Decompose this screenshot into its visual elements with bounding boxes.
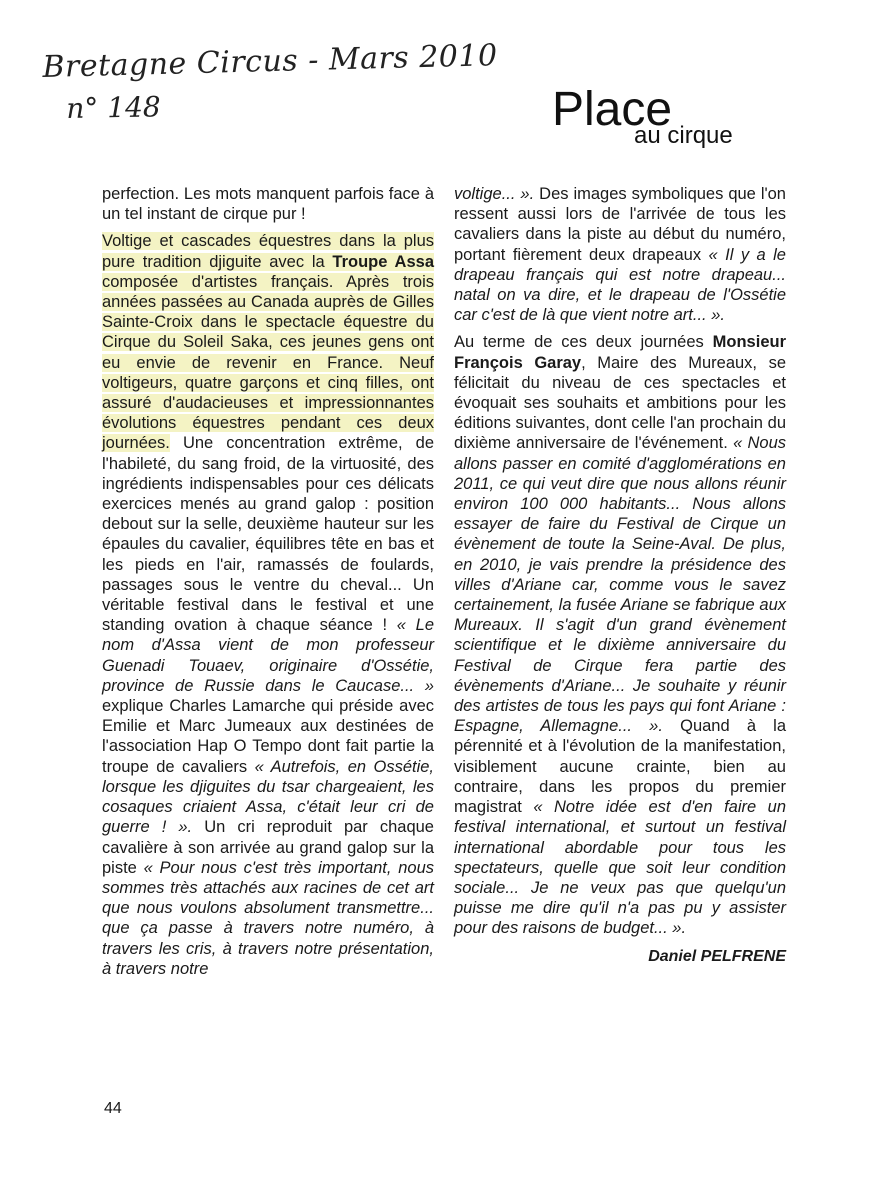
text-run: Voltige et cascades équestres dans la plus pure tradition djiguite avec la	[102, 232, 434, 271]
text-run: Au terme de ces deux journées	[454, 333, 713, 352]
paragraph	[102, 184, 434, 224]
author-signature: Daniel PELFRENE	[648, 947, 786, 965]
quote: « Il y a le drapeau français qui est notre drapeau... natal on va dire, et le drapeau de l'Ossétie car c'est de là que vient notre art... ».	[454, 245, 786, 325]
quote: « Nous allons passer en comité d'agglomérations en 2011, ce qui veut dire que nous allons réunir environ 100 000 habitants... Nous allons essayer de faire du Festival de Cirque un évènement de toute la Seine-Aval. De plus, en 2010, je vais prendre la présidence des villes d'Ariane car, comme vous le savez certainement, la fusée Ariane se fabrique aux Mureaux. Il s'agit d'un grand évènement scientifique et le dixième anniversaire du Festival de Cirque fera partie des évènements d'Ariane... Je souhaite y réunir des artistes de tous les pays qui font Ariane : Espagne, Allemagne... ».	[454, 434, 787, 736]
page-number: 44	[104, 1100, 122, 1117]
text-run: Des images symboliques que l'on ressent aussi lors de l'arrivée de tous les cavaliers dans la piste au début du numéro, portant fièrement deux drapeaux	[454, 185, 786, 264]
section-heading	[552, 83, 733, 149]
paragraph	[454, 184, 786, 325]
heading-sub: au cirque	[634, 122, 733, 149]
text-run: Une concentration extrême, de l'habileté, du sang froid, de la virtuosité, des ingrédients indispensables pour ces délicats exercices menés au grand galop : position debout sur la selle, deuxième hauteur sur les épaules du cavalier, équilibres tête en bas et les pieds en l'air, ramassés de foulards, passages sous le ventre du cheval... Un véritable festival dans le festival et une standing ovation à chaque séance !	[102, 434, 434, 635]
quote: voltige... ».	[454, 185, 535, 203]
article-column-right	[454, 184, 786, 967]
quote: « Pour nous c'est très important, nous sommes très attachés aux racines de cet art que nous voulons absolument transmettre... que ça passe à travers notre numéro, à travers les cris, à travers notre présentation, à travers notre	[102, 858, 435, 978]
text-run: composée d'artistes français. Après trois années passées au Canada auprès de Gilles Sainte-Croix dans le spectacle équestre du Cirque du Soleil Saka, ces jeunes gens ont eu envie de revenir en France. Neuf voltigeurs, quatre garçons et cinq filles, ont assuré d'audacieuses et impressionnantes évolutions équestres pendant ces deux journées.	[102, 272, 434, 453]
text-run: Quand à la pérennité et à l'évolution de la manifestation, visiblement aucune crainte, bien au contraire, dans les propos du premier magistrat	[454, 717, 787, 817]
quote: « Le nom d'Assa vient de mon professeur Guenadi Touaev, originaire d'Ossétie, province de Russie dans le Caucase... »	[102, 616, 434, 695]
text-run: perfection. Les mots manquent parfois face à un tel instant de cirque pur !	[102, 185, 434, 224]
handwritten-issue-number: n° 148	[66, 90, 161, 125]
text-run: , Maire des Mureaux, se félicitait du niveau de ces spectacles et évoquait ses souhaits et ambitions pour les éditions suivantes, dont celle l'an prochain du dixième anniversaire de l'événement.	[454, 353, 787, 453]
paragraph-mayor	[454, 332, 786, 938]
heading-main: Place	[552, 83, 673, 136]
bold-name: Troupe Assa	[332, 252, 434, 271]
quote: « Autrefois, en Ossétie, lorsque les djiguites du tsar chargeaient, les cosaques criaient Assa, c'était leur cri de guerre ! ».	[102, 757, 435, 837]
handwritten-source-note: Bretagne Circus - Mars 2010	[42, 38, 499, 85]
paragraph-troupe-assa	[102, 231, 434, 979]
article-column-left	[102, 184, 434, 979]
text-run: Un cri reproduit par chaque cavalière à son arrivée au grand galop sur la piste	[102, 818, 434, 877]
quote: « Notre idée est d'en faire un festival international, et surtout un festival international abordable pour tous les spectateurs, quelle que soit leur condition sociale... Je ne veux pas que quelqu'un puisse me dire qu'il n'a pas pu y assister pour des raisons de budget... ».	[454, 798, 786, 938]
text-run: explique Charles Lamarche qui préside avec Emilie et Marc Jumeaux aux destinées de l'association Hap O Tempo dont fait partie la troupe de cavaliers	[102, 697, 434, 776]
bold-name: Monsieur François Garay	[454, 333, 786, 372]
highlighted-text	[102, 232, 434, 452]
